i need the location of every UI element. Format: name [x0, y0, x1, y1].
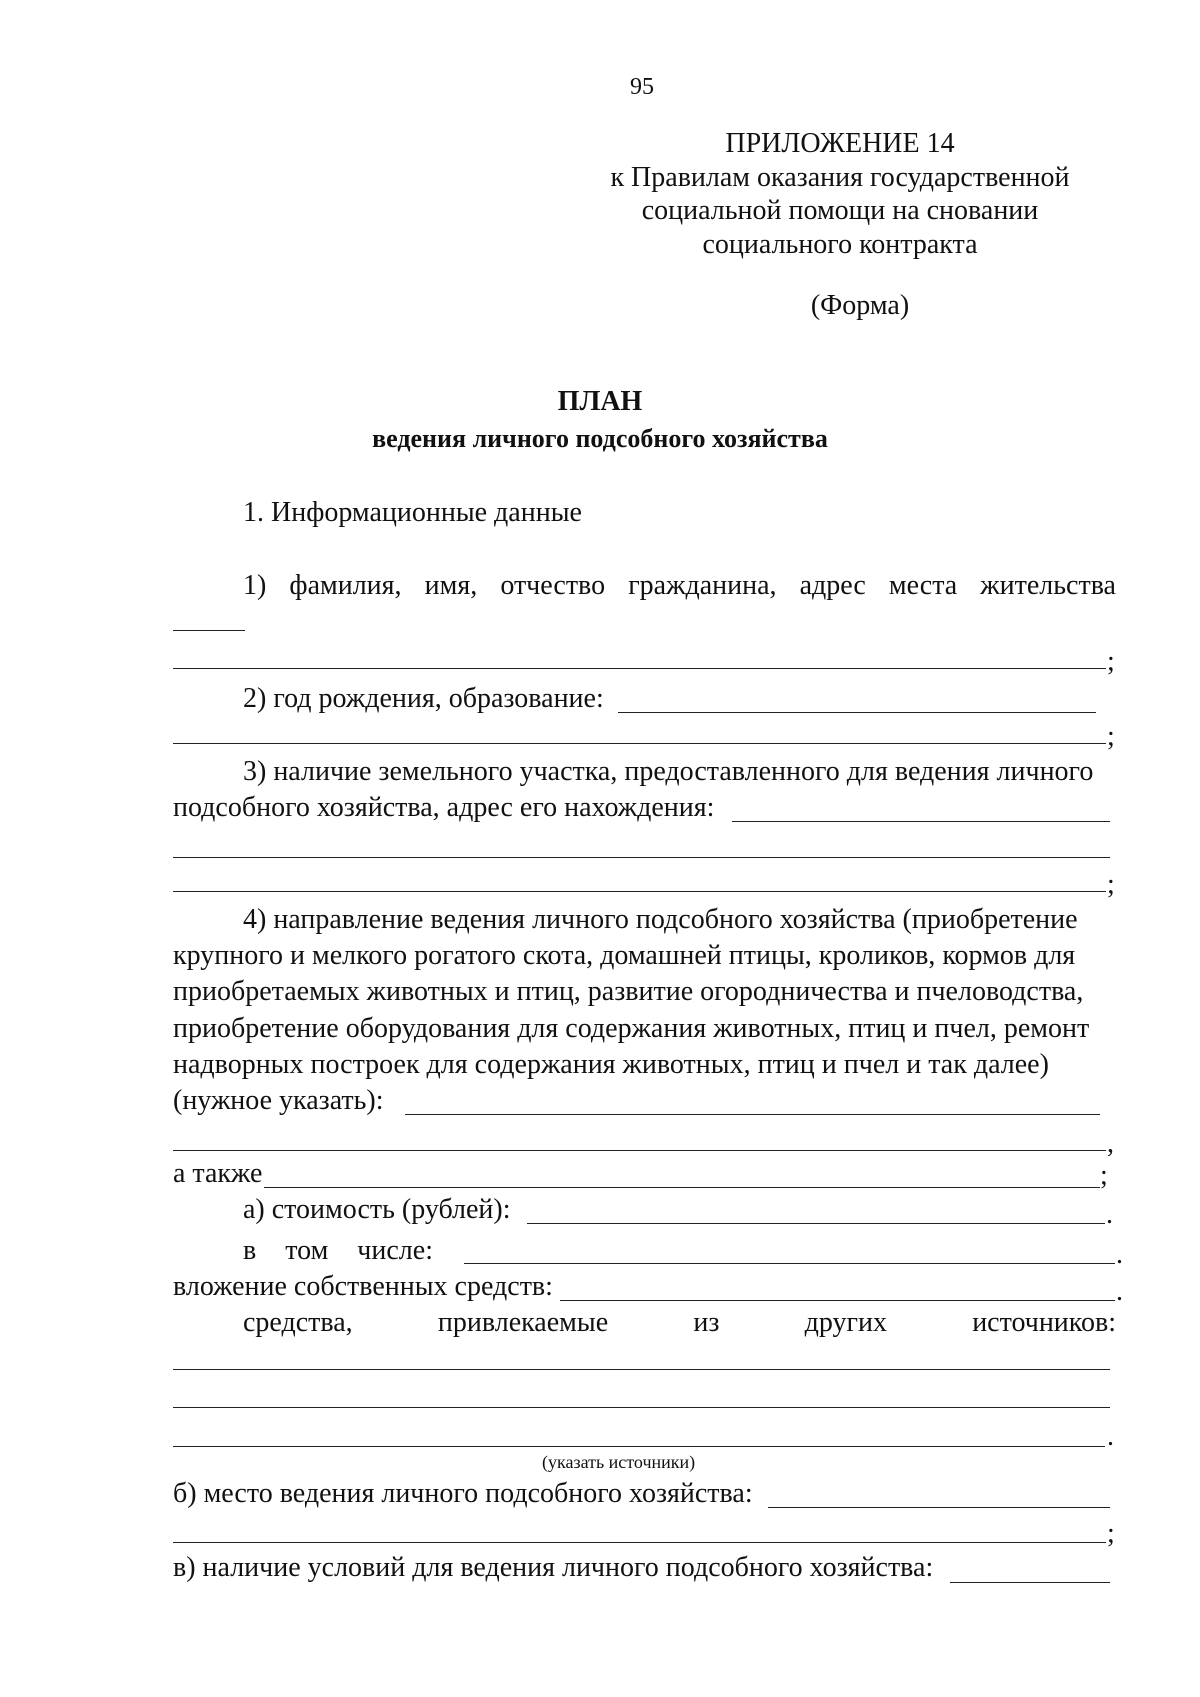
fill-line[interactable]	[950, 1582, 1110, 1583]
item-1-word: гражданина,	[628, 570, 777, 601]
comma: ,	[1107, 1128, 1114, 1159]
fill-line[interactable]	[527, 1223, 1105, 1224]
fill-line[interactable]	[173, 1369, 1110, 1370]
item-1-word: жительства	[980, 570, 1116, 601]
item-2-label: 2) год рождения, образование:	[243, 683, 604, 714]
semicolon: ;	[1107, 721, 1115, 752]
fill-line[interactable]	[173, 1150, 1106, 1151]
other-sources-word: других	[804, 1307, 887, 1338]
fill-line[interactable]	[173, 1542, 1106, 1543]
item-4-line-3: приобретаемых животных и птиц, развитие огородничества и пчеловодства,	[173, 976, 1084, 1007]
semicolon: ;	[1107, 1518, 1115, 1549]
item-1-word: имя,	[424, 570, 478, 601]
item-4-line-4: приобретение оборудования для содержания животных, птиц и пчел, ремонт	[173, 1013, 1090, 1044]
item-3-line-1: 3) наличие земельного участка, предоставленного для ведения личного	[243, 756, 1094, 787]
period: .	[1116, 1239, 1123, 1270]
fill-line[interactable]	[405, 1114, 1100, 1115]
item-4-line-6: (нужное указать):	[173, 1085, 384, 1116]
appendix-title: ПРИЛОЖЕНИЕ 14	[725, 128, 955, 159]
item-4-line-1: 4) направление ведения личного подсобного хозяйства (приобретение	[243, 904, 1078, 935]
page-number: 95	[630, 74, 654, 100]
period: .	[1116, 1276, 1123, 1307]
place-label: б) место ведения личного подсобного хозяйства:	[173, 1478, 753, 1509]
semicolon: ;	[1107, 869, 1115, 900]
period: .	[1107, 1421, 1114, 1452]
including-label	[243, 1235, 433, 1267]
fill-line[interactable]	[173, 743, 1106, 744]
fill-line[interactable]	[173, 630, 245, 631]
item-1-label	[243, 570, 1116, 602]
semicolon: ;	[1107, 646, 1115, 677]
other-sources-label	[243, 1307, 1116, 1339]
item-4-line-2: крупного и мелкого рогатого скота, домашней птицы, кроликов, кормов для	[173, 940, 1076, 971]
fill-line[interactable]	[173, 668, 1106, 669]
appendix-line-2: социальной помощи на сновании	[641, 195, 1039, 226]
period: .	[1106, 1199, 1113, 1230]
item-1-word: адрес	[799, 570, 866, 601]
fill-line[interactable]	[732, 821, 1110, 822]
including-word: в	[243, 1235, 257, 1266]
other-sources-word: средства,	[243, 1307, 353, 1338]
other-sources-word: привлекаемые	[437, 1307, 609, 1338]
cost-label: а) стоимость (рублей):	[243, 1194, 511, 1225]
fill-line[interactable]	[464, 1263, 1115, 1264]
fill-line[interactable]	[560, 1300, 1115, 1301]
fill-line[interactable]	[173, 1407, 1110, 1408]
appendix-line-1: к Правилам оказания государственной	[610, 162, 1070, 193]
own-funds-label: вложение собственных средств:	[173, 1271, 553, 1302]
fill-line[interactable]	[768, 1507, 1110, 1508]
fill-line[interactable]	[173, 857, 1110, 858]
fill-line[interactable]	[173, 1446, 1105, 1447]
including-word: том	[285, 1235, 329, 1266]
fill-line[interactable]	[618, 712, 1096, 713]
conditions-label: в) наличие условий для ведения личного подсобного хозяйства:	[173, 1552, 934, 1583]
form-label: (Форма)	[810, 290, 910, 321]
item-3-line-2: подсобного хозяйства, адрес его нахождения:	[173, 792, 715, 823]
item-1-word: места	[888, 570, 958, 601]
doc-subtitle: ведения личного подсобного хозяйства	[372, 424, 828, 453]
other-sources-word: источников:	[972, 1307, 1116, 1338]
other-sources-word: из	[693, 1307, 720, 1338]
doc-title: ПЛАН	[557, 386, 643, 417]
item-4-line-5: надворных построек для содержания животных, птиц и пчел и так далее)	[173, 1049, 1049, 1080]
fill-line[interactable]	[264, 1187, 1100, 1188]
item-1-word: отчество	[500, 570, 606, 601]
section-heading: 1. Информационные данные	[243, 497, 582, 528]
appendix-line-3: социального контракта	[702, 229, 978, 260]
item-1-word: фамилия,	[289, 570, 402, 601]
semicolon: ;	[1100, 1160, 1108, 1191]
also-label: а также	[173, 1158, 263, 1189]
including-word: числе:	[357, 1235, 433, 1266]
specify-sources-note: (указать источники)	[542, 1452, 696, 1472]
item-1-word: 1)	[243, 570, 267, 601]
fill-line[interactable]	[173, 891, 1106, 892]
